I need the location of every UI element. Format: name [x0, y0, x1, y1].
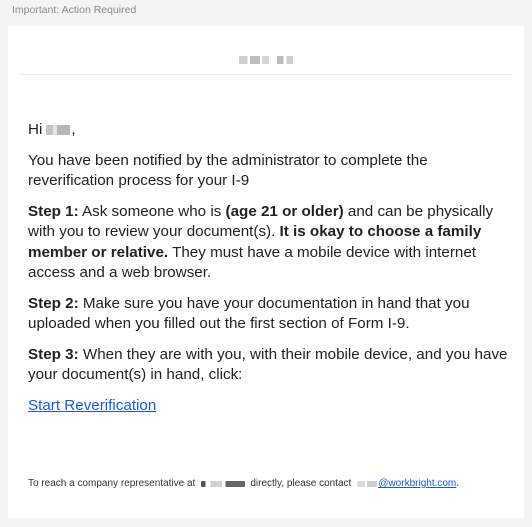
footer-end: . [456, 478, 460, 489]
step-1-label: Step 1: [28, 202, 79, 220]
greeting-line [28, 120, 514, 141]
company-logo [8, 53, 524, 67]
email-card [8, 26, 524, 518]
intro-paragraph: You have been notified by the administrator to complete the reverification process for your I-9 [28, 151, 428, 189]
step-2-paragraph [28, 294, 514, 335]
footer-text-b: directly, please contact [250, 478, 352, 489]
logo-redacted-mark-2 [277, 56, 293, 64]
email-body [28, 120, 514, 416]
step-1-text-c: They must have a mobile device with internet access and a web browser. [28, 243, 476, 281]
logo-redacted-mark [239, 56, 269, 64]
redacted-name [46, 125, 70, 135]
step-1-text-a: Ask someone who is [78, 202, 226, 220]
step-1-paragraph [28, 202, 514, 284]
header-divider [20, 74, 512, 75]
redacted-email-user [357, 481, 377, 487]
step-2-text: Make sure you have your documentation in hand that you uploaded when you filled out the first section of Form I-9. [28, 294, 470, 332]
step-3-text: When they are with you, with their mobile device, and you have your document(s) in hand, click: [28, 345, 508, 383]
step-1-text-b: and can be physically with you to review your document(s). [28, 202, 494, 240]
step-1-family-note: It is okay to choose a family member or relative. [28, 223, 482, 261]
email-preheader: Important: Action Required [12, 4, 137, 16]
start-reverification-link[interactable]: Start Reverification [28, 396, 157, 414]
step-1-age-requirement: (age 21 or older) [225, 202, 344, 220]
step-3-paragraph [28, 345, 514, 386]
step-3-label: Step 3: [28, 345, 79, 363]
contact-email-link[interactable]: @workbright.com [378, 478, 457, 489]
greeting-suffix: , [71, 121, 76, 138]
step-2-label: Step 2: [28, 294, 79, 312]
greeting-prefix: Hi [28, 121, 43, 138]
footer-contact [28, 478, 518, 489]
footer-text-a: To reach a company representative at [28, 478, 196, 489]
redacted-company-name [201, 481, 245, 487]
